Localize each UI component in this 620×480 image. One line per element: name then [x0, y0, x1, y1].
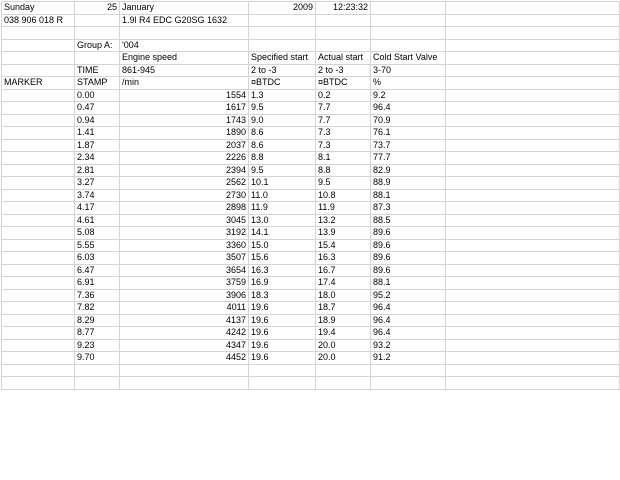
table-row	[2, 339, 620, 352]
empty-cell[interactable]	[249, 377, 316, 390]
header-row-date	[2, 2, 620, 15]
marker-cell[interactable]	[2, 139, 75, 152]
table-row	[2, 327, 620, 340]
empty-cell[interactable]	[2, 377, 75, 390]
actual-start-cell[interactable]: 0.2	[316, 89, 371, 102]
actual-start-cell[interactable]: 17.4	[316, 277, 371, 290]
engine-speed-cell[interactable]: 2730	[120, 189, 249, 202]
empty-cell[interactable]	[371, 27, 446, 40]
actual-start-cell[interactable]: 15.4	[316, 239, 371, 252]
column-range-cell[interactable]: TIME	[75, 64, 120, 77]
engine-speed-cell[interactable]: 4011	[120, 302, 249, 315]
cold-start-valve-cell[interactable]: 76.1	[371, 127, 446, 140]
cold-start-valve-cell[interactable]: 88.1	[371, 189, 446, 202]
blank-row	[2, 27, 620, 40]
empty-cell[interactable]	[249, 27, 316, 40]
engine-speed-cell[interactable]: 3045	[120, 214, 249, 227]
column-range-cell[interactable]	[2, 64, 75, 77]
actual-start-cell[interactable]: 18.9	[316, 314, 371, 327]
empty-cell[interactable]	[446, 64, 620, 77]
part-number-cell[interactable]: 038 906 018 R	[2, 14, 75, 27]
column-range-cell[interactable]: 861-945	[120, 64, 249, 77]
table-row	[2, 314, 620, 327]
marker-cell[interactable]	[2, 177, 75, 190]
engine-speed-cell[interactable]: 2226	[120, 152, 249, 165]
specified-start-cell[interactable]: 8.6	[249, 127, 316, 140]
empty-cell[interactable]	[316, 377, 371, 390]
specified-start-cell[interactable]: 10.1	[249, 177, 316, 190]
empty-cell[interactable]	[2, 27, 75, 40]
empty-cell[interactable]	[446, 152, 620, 165]
time-stamp-cell[interactable]: 6.91	[75, 277, 120, 290]
empty-cell[interactable]	[446, 77, 620, 90]
cold-start-valve-cell[interactable]: 95.2	[371, 289, 446, 302]
marker-cell[interactable]	[2, 252, 75, 265]
actual-start-cell[interactable]: 7.3	[316, 139, 371, 152]
column-name-cell[interactable]	[2, 52, 75, 65]
empty-cell[interactable]	[446, 377, 620, 390]
table-row	[2, 114, 620, 127]
specified-start-cell[interactable]: 18.3	[249, 289, 316, 302]
table-row	[2, 252, 620, 265]
empty-cell[interactable]	[446, 127, 620, 140]
month-cell[interactable]: January	[120, 2, 249, 15]
time-stamp-cell[interactable]: 0.94	[75, 114, 120, 127]
engine-speed-cell[interactable]: 2562	[120, 177, 249, 190]
specified-start-cell[interactable]: 11.9	[249, 202, 316, 215]
marker-cell[interactable]	[2, 302, 75, 315]
empty-cell[interactable]	[446, 352, 620, 365]
empty-cell[interactable]	[316, 39, 371, 52]
table-row	[2, 202, 620, 215]
group-row	[2, 39, 620, 52]
specified-start-cell[interactable]: 14.1	[249, 227, 316, 240]
marker-cell[interactable]	[2, 127, 75, 140]
actual-start-cell[interactable]: 8.8	[316, 164, 371, 177]
column-name-cell[interactable]: Engine speed	[120, 52, 249, 65]
table-row	[2, 189, 620, 202]
empty-cell[interactable]	[446, 27, 620, 40]
column-unit-cell[interactable]: ¤BTDC	[316, 77, 371, 90]
column-unit-cell[interactable]: ¤BTDC	[249, 77, 316, 90]
cold-start-valve-cell[interactable]: 9.2	[371, 89, 446, 102]
empty-cell[interactable]	[316, 27, 371, 40]
actual-start-cell[interactable]: 19.4	[316, 327, 371, 340]
specified-start-cell[interactable]: 9.5	[249, 164, 316, 177]
cold-start-valve-cell[interactable]: 70.9	[371, 114, 446, 127]
empty-cell[interactable]	[446, 102, 620, 115]
column-name-cell[interactable]: Actual start	[316, 52, 371, 65]
marker-cell[interactable]	[2, 227, 75, 240]
cold-start-valve-cell[interactable]: 88.1	[371, 277, 446, 290]
actual-start-cell[interactable]: 18.7	[316, 302, 371, 315]
engine-speed-cell[interactable]: 4137	[120, 314, 249, 327]
marker-cell[interactable]	[2, 202, 75, 215]
empty-cell[interactable]	[446, 277, 620, 290]
spreadsheet-grid	[1, 1, 620, 390]
time-stamp-cell[interactable]: 7.36	[75, 289, 120, 302]
actual-start-cell[interactable]: 13.9	[316, 227, 371, 240]
empty-cell[interactable]	[446, 2, 620, 15]
specified-start-cell[interactable]: 19.6	[249, 327, 316, 340]
engine-speed-cell[interactable]: 3360	[120, 239, 249, 252]
empty-cell[interactable]	[249, 39, 316, 52]
empty-cell[interactable]	[120, 27, 249, 40]
empty-cell[interactable]	[446, 264, 620, 277]
group-label-cell[interactable]: Group A:	[75, 39, 120, 52]
cold-start-valve-cell[interactable]: 96.4	[371, 314, 446, 327]
marker-cell[interactable]	[2, 152, 75, 165]
engine-speed-cell[interactable]: 3192	[120, 227, 249, 240]
specified-start-cell[interactable]: 1.3	[249, 89, 316, 102]
empty-cell[interactable]	[446, 364, 620, 377]
column-range-cell[interactable]: 2 to -3	[249, 64, 316, 77]
empty-cell[interactable]	[371, 14, 446, 27]
time-stamp-cell[interactable]: 9.23	[75, 339, 120, 352]
empty-cell[interactable]	[120, 377, 249, 390]
marker-cell[interactable]	[2, 102, 75, 115]
empty-cell[interactable]	[446, 302, 620, 315]
empty-cell[interactable]	[446, 252, 620, 265]
header-row-part	[2, 14, 620, 27]
specified-start-cell[interactable]: 13.0	[249, 214, 316, 227]
actual-start-cell[interactable]: 16.7	[316, 264, 371, 277]
actual-start-cell[interactable]: 7.7	[316, 114, 371, 127]
empty-cell[interactable]	[371, 364, 446, 377]
column-unit-cell[interactable]: /min	[120, 77, 249, 90]
specified-start-cell[interactable]: 8.6	[249, 139, 316, 152]
empty-cell[interactable]	[371, 2, 446, 15]
empty-cell[interactable]	[316, 364, 371, 377]
actual-start-cell[interactable]: 7.7	[316, 102, 371, 115]
year-cell[interactable]: 2009	[249, 2, 316, 15]
column-range-row	[2, 64, 620, 77]
cold-start-valve-cell[interactable]: 91.2	[371, 352, 446, 365]
time-stamp-cell[interactable]: 5.08	[75, 227, 120, 240]
engine-speed-cell[interactable]: 3654	[120, 264, 249, 277]
engine-speed-cell[interactable]: 1617	[120, 102, 249, 115]
cold-start-valve-cell[interactable]: 96.4	[371, 302, 446, 315]
time-stamp-cell[interactable]: 1.41	[75, 127, 120, 140]
time-cell[interactable]: 12:23:32	[316, 2, 371, 15]
engine-speed-cell[interactable]: 4452	[120, 352, 249, 365]
group-value-cell[interactable]: '004	[120, 39, 249, 52]
marker-cell[interactable]	[2, 264, 75, 277]
marker-cell[interactable]	[2, 327, 75, 340]
table-row	[2, 239, 620, 252]
engine-speed-cell[interactable]: 3906	[120, 289, 249, 302]
marker-cell[interactable]	[2, 114, 75, 127]
engine-speed-cell[interactable]: 3759	[120, 277, 249, 290]
empty-cell[interactable]	[75, 27, 120, 40]
table-row	[2, 152, 620, 165]
specified-start-cell[interactable]: 19.6	[249, 339, 316, 352]
empty-cell[interactable]	[316, 14, 371, 27]
cold-start-valve-cell[interactable]: 77.7	[371, 152, 446, 165]
specified-start-cell[interactable]: 16.9	[249, 277, 316, 290]
empty-cell[interactable]	[446, 227, 620, 240]
column-name-cell[interactable]: Specified start	[249, 52, 316, 65]
marker-cell[interactable]	[2, 214, 75, 227]
empty-cell[interactable]	[446, 89, 620, 102]
empty-cell[interactable]	[2, 364, 75, 377]
marker-cell[interactable]	[2, 352, 75, 365]
engine-speed-cell[interactable]: 2898	[120, 202, 249, 215]
engine-speed-cell[interactable]: 1554	[120, 89, 249, 102]
engine-speed-cell[interactable]: 1890	[120, 127, 249, 140]
time-stamp-cell[interactable]: 3.74	[75, 189, 120, 202]
table-row	[2, 102, 620, 115]
cold-start-valve-cell[interactable]: 88.5	[371, 214, 446, 227]
table-row	[2, 227, 620, 240]
table-row	[2, 89, 620, 102]
specified-start-cell[interactable]: 16.3	[249, 264, 316, 277]
empty-cell[interactable]	[120, 364, 249, 377]
cold-start-valve-cell[interactable]: 89.6	[371, 252, 446, 265]
engine-description-cell[interactable]: 1.9l R4 EDC G20SG 1632	[120, 14, 249, 27]
empty-cell[interactable]	[371, 39, 446, 52]
empty-cell[interactable]	[446, 289, 620, 302]
time-stamp-cell[interactable]: 9.70	[75, 352, 120, 365]
cold-start-valve-cell[interactable]: 73.7	[371, 139, 446, 152]
column-range-cell[interactable]: 2 to -3	[316, 64, 371, 77]
column-range-cell[interactable]: 3-70	[371, 64, 446, 77]
cold-start-valve-cell[interactable]: 88.9	[371, 177, 446, 190]
empty-cell[interactable]	[371, 377, 446, 390]
table-row	[2, 264, 620, 277]
specified-start-cell[interactable]: 11.0	[249, 189, 316, 202]
empty-cell[interactable]	[446, 239, 620, 252]
cold-start-valve-cell[interactable]: 82.9	[371, 164, 446, 177]
actual-start-cell[interactable]: 20.0	[316, 339, 371, 352]
table-row	[2, 289, 620, 302]
time-stamp-cell[interactable]: 1.87	[75, 139, 120, 152]
actual-start-cell[interactable]: 16.3	[316, 252, 371, 265]
sheet-body	[2, 2, 620, 390]
empty-cell[interactable]	[446, 214, 620, 227]
empty-cell[interactable]	[446, 164, 620, 177]
cold-start-valve-cell[interactable]: 96.4	[371, 102, 446, 115]
table-row	[2, 127, 620, 140]
specified-start-cell[interactable]: 19.6	[249, 302, 316, 315]
time-stamp-cell[interactable]: 2.81	[75, 164, 120, 177]
marker-cell[interactable]	[2, 89, 75, 102]
empty-cell[interactable]	[2, 39, 75, 52]
actual-start-cell[interactable]: 13.2	[316, 214, 371, 227]
column-name-cell[interactable]: Cold Start Valve	[371, 52, 446, 65]
time-stamp-cell[interactable]: 8.29	[75, 314, 120, 327]
day-cell[interactable]: Sunday	[2, 2, 75, 15]
empty-cell[interactable]	[446, 314, 620, 327]
time-stamp-cell[interactable]: 0.47	[75, 102, 120, 115]
specified-start-cell[interactable]: 15.6	[249, 252, 316, 265]
specified-start-cell[interactable]: 8.8	[249, 152, 316, 165]
time-stamp-cell[interactable]: 2.34	[75, 152, 120, 165]
marker-cell[interactable]	[2, 339, 75, 352]
date-number-cell[interactable]: 25	[75, 2, 120, 15]
actual-start-cell[interactable]: 7.3	[316, 127, 371, 140]
engine-speed-cell[interactable]: 3507	[120, 252, 249, 265]
blank-row	[2, 377, 620, 390]
time-stamp-cell[interactable]: 4.61	[75, 214, 120, 227]
table-row	[2, 139, 620, 152]
cold-start-valve-cell[interactable]: 89.6	[371, 264, 446, 277]
column-unit-row	[2, 77, 620, 90]
time-stamp-cell[interactable]: 4.17	[75, 202, 120, 215]
empty-cell[interactable]	[446, 52, 620, 65]
empty-cell[interactable]	[446, 339, 620, 352]
table-row	[2, 164, 620, 177]
engine-speed-cell[interactable]: 2394	[120, 164, 249, 177]
empty-cell[interactable]	[446, 189, 620, 202]
specified-start-cell[interactable]: 19.6	[249, 314, 316, 327]
empty-cell[interactable]	[249, 14, 316, 27]
column-unit-cell[interactable]: %	[371, 77, 446, 90]
actual-start-cell[interactable]: 10.8	[316, 189, 371, 202]
cold-start-valve-cell[interactable]: 89.6	[371, 239, 446, 252]
time-stamp-cell[interactable]: 8.77	[75, 327, 120, 340]
actual-start-cell[interactable]: 18.0	[316, 289, 371, 302]
actual-start-cell[interactable]: 8.1	[316, 152, 371, 165]
actual-start-cell[interactable]: 20.0	[316, 352, 371, 365]
table-row	[2, 302, 620, 315]
marker-cell[interactable]	[2, 189, 75, 202]
engine-speed-cell[interactable]: 1743	[120, 114, 249, 127]
empty-cell[interactable]	[446, 139, 620, 152]
specified-start-cell[interactable]: 9.0	[249, 114, 316, 127]
table-row	[2, 277, 620, 290]
blank-row	[2, 364, 620, 377]
empty-cell[interactable]	[446, 14, 620, 27]
empty-cell[interactable]	[446, 202, 620, 215]
empty-cell[interactable]	[446, 177, 620, 190]
marker-cell[interactable]	[2, 164, 75, 177]
column-unit-cell[interactable]: MARKER	[2, 77, 75, 90]
marker-cell[interactable]	[2, 277, 75, 290]
time-stamp-cell[interactable]: 5.55	[75, 239, 120, 252]
cold-start-valve-cell[interactable]: 87.3	[371, 202, 446, 215]
engine-speed-cell[interactable]: 4347	[120, 339, 249, 352]
specified-start-cell[interactable]: 15.0	[249, 239, 316, 252]
table-row	[2, 214, 620, 227]
time-stamp-cell[interactable]: 6.03	[75, 252, 120, 265]
column-unit-cell[interactable]: STAMP	[75, 77, 120, 90]
empty-cell[interactable]	[75, 14, 120, 27]
empty-cell[interactable]	[446, 327, 620, 340]
column-name-row	[2, 52, 620, 65]
marker-cell[interactable]	[2, 289, 75, 302]
table-row	[2, 177, 620, 190]
empty-cell[interactable]	[249, 364, 316, 377]
time-stamp-cell[interactable]: 0.00	[75, 89, 120, 102]
actual-start-cell[interactable]: 9.5	[316, 177, 371, 190]
column-name-cell[interactable]	[75, 52, 120, 65]
specified-start-cell[interactable]: 9.5	[249, 102, 316, 115]
engine-speed-cell[interactable]: 4242	[120, 327, 249, 340]
marker-cell[interactable]	[2, 239, 75, 252]
time-stamp-cell[interactable]: 3.27	[75, 177, 120, 190]
time-stamp-cell[interactable]: 6.47	[75, 264, 120, 277]
empty-cell[interactable]	[75, 364, 120, 377]
specified-start-cell[interactable]: 19.6	[249, 352, 316, 365]
actual-start-cell[interactable]: 11.9	[316, 202, 371, 215]
engine-speed-cell[interactable]: 2037	[120, 139, 249, 152]
time-stamp-cell[interactable]: 7.82	[75, 302, 120, 315]
cold-start-valve-cell[interactable]: 96.4	[371, 327, 446, 340]
cold-start-valve-cell[interactable]: 89.6	[371, 227, 446, 240]
cold-start-valve-cell[interactable]: 93.2	[371, 339, 446, 352]
marker-cell[interactable]	[2, 314, 75, 327]
empty-cell[interactable]	[75, 377, 120, 390]
table-row	[2, 352, 620, 365]
empty-cell[interactable]	[446, 114, 620, 127]
empty-cell[interactable]	[446, 39, 620, 52]
